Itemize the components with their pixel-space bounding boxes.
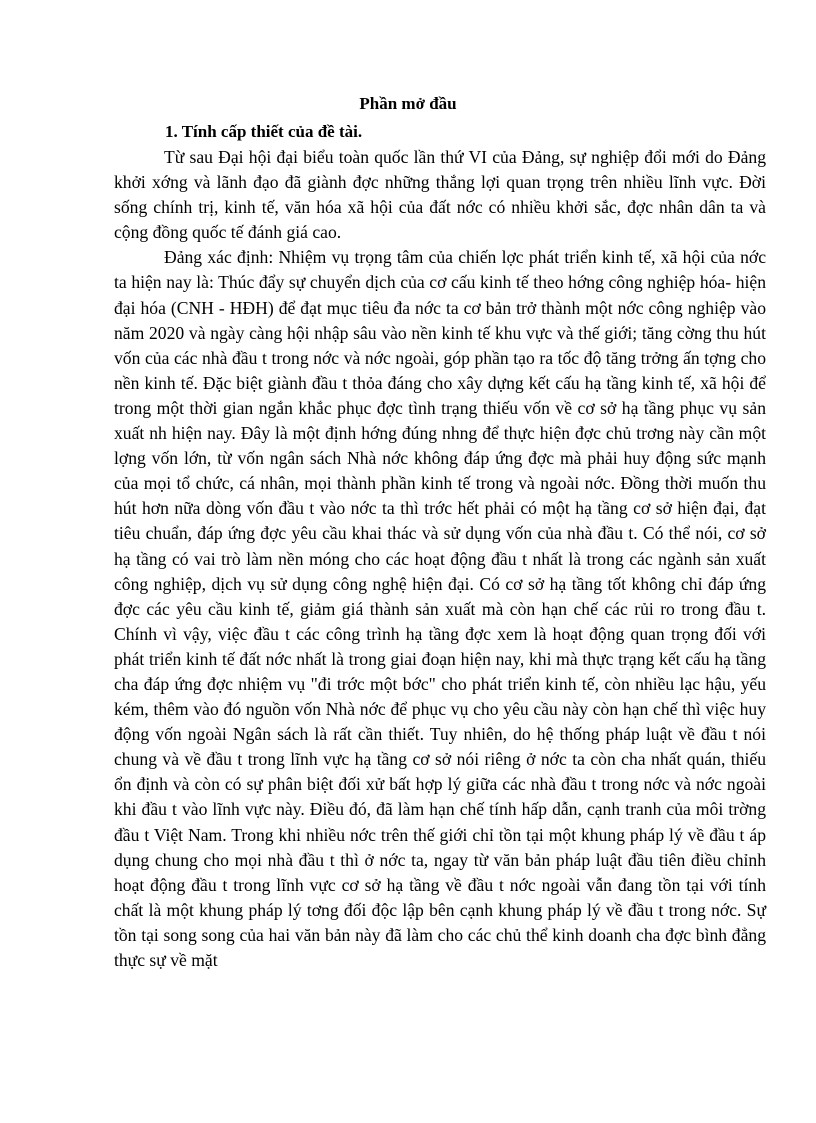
section-heading: 1. Tính cấp thiết của đề tài. [165,122,363,141]
paragraph-main: Đảng xác định: Nhiệm vụ trọng tâm của chiến lợc phát triển kinh tế, xã hội của nớc ta hiện nay là: Thúc đẩy sự chuyển dịch của cơ cấu kinh tế theo hớng công nghiệp hóa- hiện đại hóa (CNH - HĐH) để đạt mục tiêu đa nớc ta cơ bản trở thành một nớc công nghiệp vào năm 2020 và ngày càng hội nhập sâu vào nền kinh tế khu vực và thế giới; tăng cờng thu hút vốn của các nhà đầu t trong nớc và nớc ngoài, góp phần tạo ra tốc độ tăng trởng ấn tợng cho nền kinh tế. Đặc biệt giành đầu t thỏa đáng cho xây dựng kết cấu hạ tầng kinh tế, xã hội để trong một thời gian ngắn khắc phục đợc tình trạng thiếu vốn về cơ sở hạ tầng phục vụ sản xuất nh hiện nay. Đây là một định hớng đúng nhng để thực hiện đợc chủ trơng này cần một lợng vốn lớn, từ vốn ngân sách Nhà nớc không đáp ứng đợc mà phải huy động sức mạnh của mọi tổ chức, cá nhân, mọi thành phần kinh tế trong và ngoài nớc. Đồng thời muốn thu hút hơn nữa dòng vốn đầu t vào nớc ta thì trớc hết phải có một hạ tầng cơ sở hiện đại, đạt tiêu chuẩn, đáp ứng đợc yêu cầu khai thác và sử dụng vốn của nhà đầu t. Có thể nói, cơ sở hạ tầng có vai trò làm nền móng cho các hoạt động đầu t nhất là trong các ngành sản xuất công nghiệp, dịch vụ sử dụng công nghệ hiện đại. Có cơ sở hạ tầng tốt không chỉ đáp ứng đợc các yêu cầu kinh tế, giảm giá thành sản xuất mà còn hạn chế các rủi ro trong đầu t. Chính vì vậy, việc đầu t các công trình hạ tầng đợc xem là hoạt động quan trọng đối với phát triển kinh tế đất nớc nhất là trong giai đoạn hiện nay, khi mà thực trạng kết cấu hạ tầng cha đáp ứng đợc nhiệm vụ "đi trớc một bớc" cho phát triển kinh tế, còn nhiều lạc hậu, yếu kém, thêm vào đó nguồn vốn Nhà nớc để phục vụ cho yêu cầu này còn hạn chế thì việc huy động vốn ngoài Ngân sách là rất cần thiết. Tuy nhiên, do hệ thống pháp luật về đầu t nói chung và về đầu t trong lĩnh vực hạ tầng cơ sở nói riêng ở nớc ta còn cha nhất quán, thiếu ổn định và còn có sự phân biệt đối xử bất hợp lý giữa các nhà đầu t trong nớc và nớc ngoài khi đầu t vào lĩnh vực này. Điều đó, đã làm hạn chế tính hấp dẫn, cạnh tranh của môi trờng đầu t Việt Nam. Trong khi nhiều nớc trên thế giới chỉ tồn tại một khung pháp lý về đầu t áp dụng chung cho mọi nhà đầu t thì ở nớc ta, ngay từ văn bản pháp luật đầu tiên điều chỉnh hoạt động đầu t trong lĩnh vực cơ sở hạ tầng về đầu t nớc ngoài vẫn đang tồn tại với tính chất là một khung pháp lý tơng đối độc lập bên cạnh khung pháp lý về đầu t trong nớc. Sự tồn tại song song của hai văn bản này đã làm cho các chủ thể kinh doanh cha đợc bình đẳng thực sự về mặt [114,247,766,970]
paragraph-intro: Từ sau Đại hội đại biểu toàn quốc lần thứ VI của Đảng, sự nghiệp đổi mới do Đảng khởi xớng và lãnh đạo đã giành đợc những thắng lợi quan trọng trên nhiều lĩnh vực. Đời sống chính trị, kinh tế, văn hóa xã hội của đất nớc có nhiều khởi sắc, đợc nhân dân ta và cộng đồng quốc tế đánh giá cao. [114,147,766,243]
document-title: Phần mở đầu [359,94,457,113]
body-text [114,145,766,973]
